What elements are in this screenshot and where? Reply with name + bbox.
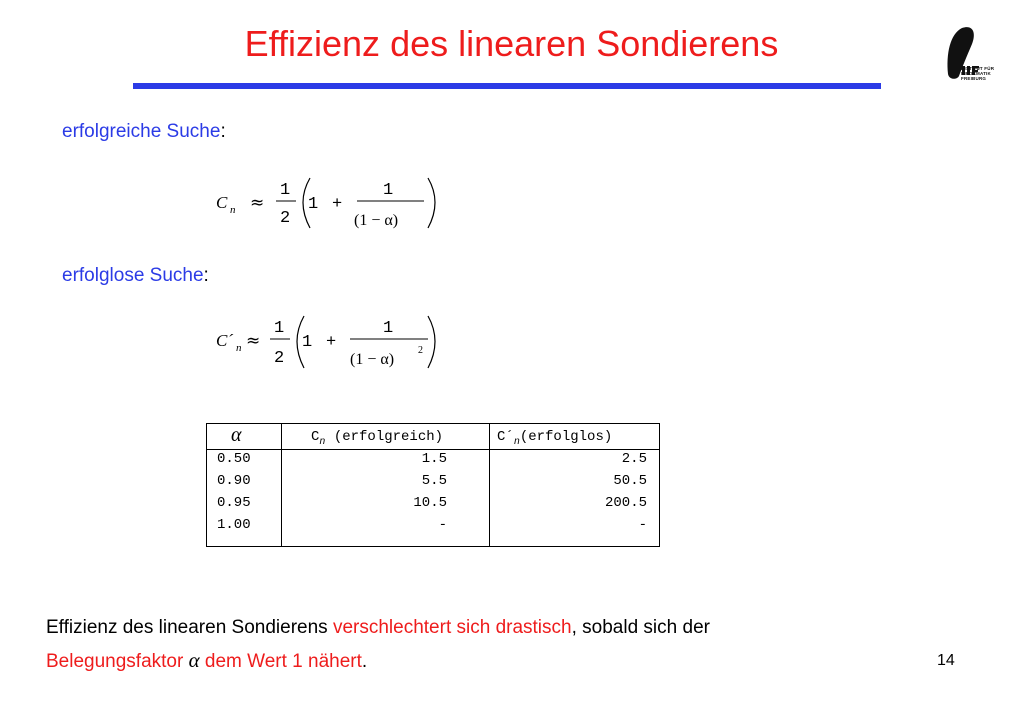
logo-line-3: FREIBURG [961, 76, 987, 81]
conclusion-highlight-2: Belegungsfaktor [46, 651, 189, 672]
inner-numerator: 1 [383, 319, 394, 338]
formula-lhs: C [216, 193, 228, 212]
plus-sign: + [332, 195, 343, 214]
cell-alpha: 0.90 [217, 473, 251, 489]
header-cpn-symbol: C´ [497, 429, 514, 445]
formula-lhs-sub: n [236, 342, 242, 354]
header-cpn-text: (erfolglos) [519, 429, 613, 445]
conclusion-part-3: , sobald sich der [571, 617, 710, 638]
label-successful-search [62, 121, 226, 143]
table-divider-1 [281, 424, 282, 546]
conclusion-highlight-3: dem Wert 1 nähert [199, 651, 362, 672]
cell-cpn: 200.5 [604, 495, 647, 511]
success-label-text: erfolgreiche Suche [62, 121, 221, 142]
cell-cn: - [438, 517, 447, 533]
cell-cn: 5.5 [421, 473, 447, 489]
fraction-numerator: 1 [280, 181, 291, 200]
label-unsuccessful-search [62, 265, 209, 287]
success-colon: : [220, 121, 226, 142]
fraction-denominator: 2 [280, 209, 291, 228]
inner-denominator: (1 − α) [354, 212, 399, 229]
cell-alpha: 0.50 [217, 451, 251, 467]
plus-sign: + [326, 333, 337, 352]
header-alpha: α [231, 424, 242, 446]
approx-symbol: ≈ [250, 193, 265, 213]
header-cpn [497, 428, 612, 452]
title-underline [133, 83, 881, 89]
cell-alpha: 0.95 [217, 495, 251, 511]
cell-cn: 1.5 [421, 451, 447, 467]
inner-denominator: (1 − α) [350, 351, 395, 368]
fraction-denominator: 2 [274, 349, 285, 368]
efficiency-table [206, 423, 660, 547]
header-cn-symbol: C [311, 429, 320, 445]
term-one: 1 [302, 333, 313, 352]
logo-line-2: INFORMATIK [961, 71, 991, 76]
page-number: 14 [937, 652, 955, 669]
header-cn-text: (erfolgreich) [325, 429, 444, 445]
term-one: 1 [308, 195, 319, 214]
formula-lhs: C´ [216, 331, 233, 350]
logo-caption [961, 66, 1001, 81]
cell-cpn: 2.5 [621, 451, 647, 467]
table-divider-2 [489, 424, 490, 546]
header-cpn-sub: n [513, 436, 520, 448]
cell-cpn: - [638, 517, 647, 533]
header-cn-sub: n [319, 436, 326, 448]
conclusion-period: . [361, 651, 368, 672]
inner-numerator: 1 [383, 181, 394, 200]
formula-lhs-sub: n [230, 204, 236, 216]
logo-line-1: INSTITUT FÜR [961, 66, 995, 71]
failure-colon: : [203, 265, 209, 286]
inner-exponent: 2 [418, 345, 423, 356]
formula-unsuccessful [200, 308, 460, 376]
cell-cn: 10.5 [413, 495, 447, 511]
formula-successful [200, 170, 460, 236]
conclusion-text [46, 612, 926, 678]
slide-title: Effizienz des linearen Sondierens [244, 23, 779, 64]
cell-alpha: 1.00 [217, 517, 251, 533]
alpha-symbol: α [188, 648, 200, 672]
failure-label-text: erfolglose Suche [62, 265, 204, 286]
cell-cpn: 50.5 [613, 473, 647, 489]
conclusion-part-1: Effizienz des linearen Sondierens [46, 617, 333, 638]
right-paren [428, 178, 435, 228]
conclusion-highlight-1: verschlechtert sich drastisch [332, 617, 572, 638]
approx-symbol: ≈ [246, 331, 261, 351]
fraction-numerator: 1 [274, 319, 285, 338]
right-paren [428, 316, 435, 368]
